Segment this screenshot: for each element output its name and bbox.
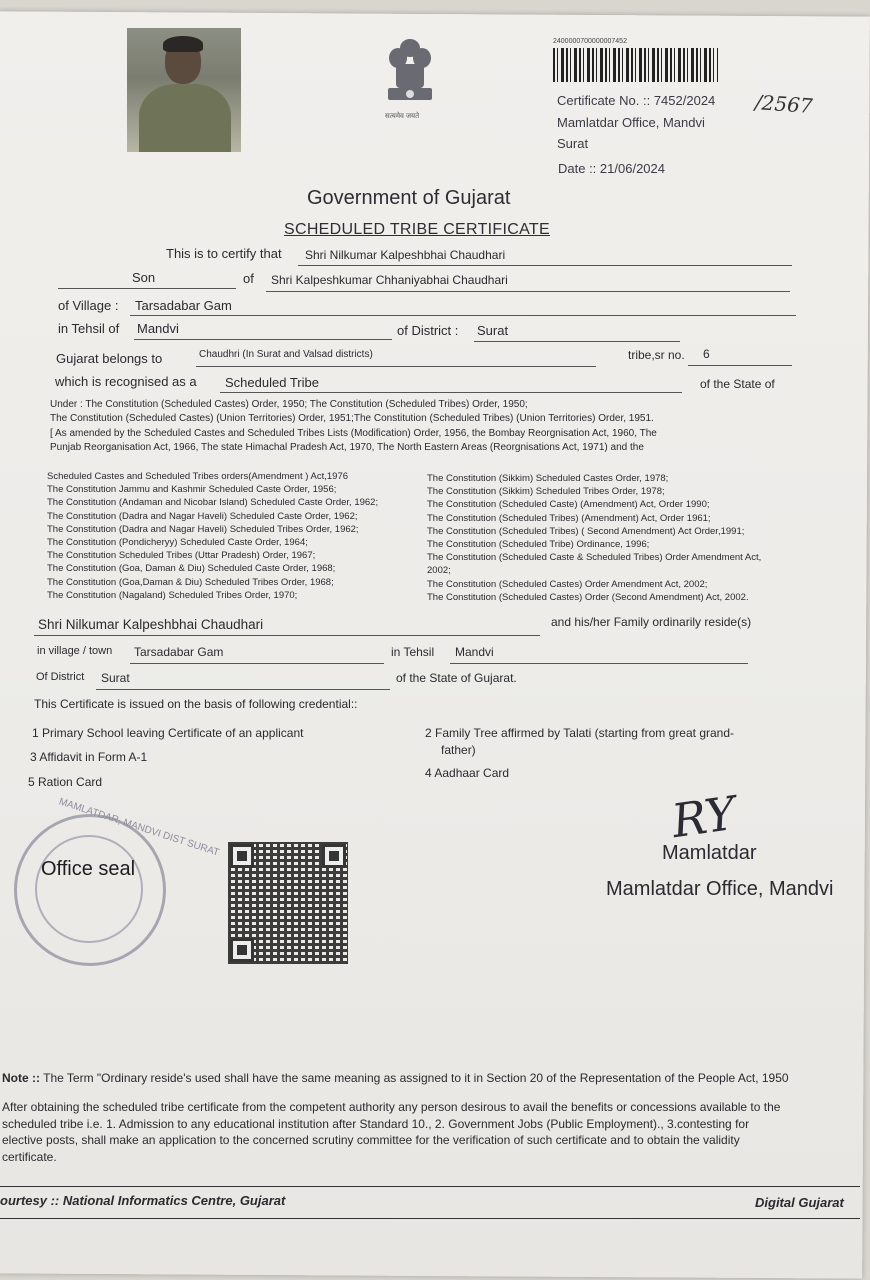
handwritten-number: /2567 xyxy=(754,90,814,118)
credential-heading: This Certificate is issued on the basis of following credential:: xyxy=(34,697,358,711)
recognised-label: which is recognised as a xyxy=(55,374,197,389)
credential-item: 5 Ration Card xyxy=(28,775,103,789)
note-line xyxy=(2,1071,789,1085)
list-item: The Constitution (Scheduled Tribe) Ordinance, 1996; xyxy=(427,539,650,551)
list-item: The Constitution (Scheduled Castes) Order (Second Amendment) Act, 2002. xyxy=(427,591,749,603)
res-district-value: Surat xyxy=(101,671,130,685)
signatory-title: Mamlatdar xyxy=(662,842,757,864)
list-item: Scheduled Castes and Scheduled Tribes orders(Amendment ) Act,1976 xyxy=(47,471,349,482)
list-item: The Constitution Jammu and Kashmir Scheduled Caste Order, 1956; xyxy=(47,484,337,496)
ashoka-emblem-icon xyxy=(378,34,442,124)
signature-scribble: RY xyxy=(668,785,740,849)
note-label: Note :: xyxy=(2,1071,40,1085)
emblem-caption: सत्यमेव जयते xyxy=(385,113,420,120)
note-paragraph: After obtaining the scheduled tribe certificate from the competent authority any person desirous to avail the benefits or concessions available to the scheduled tribe i.e. 1. Admission to any educational institution after Standard 10., 2. Government Jobs (Public Employment)., 3.contesting for elective posts, shall make an application to the concerned scrutiny committee for the verification of such certificate and to obtain the validity certificate. xyxy=(2,1100,781,1164)
list-item: The Constitution (Nagaland) Scheduled Tribes Order, 1970; xyxy=(47,589,298,601)
father-name: Shri Kalpeshkumar Chhaniyabhai Chaudhari xyxy=(271,273,508,287)
family-label: and his/her Family ordinarily reside(s) xyxy=(551,615,752,629)
relation-label: Son xyxy=(132,270,156,285)
res-village-value: Tarsadabar Gam xyxy=(134,645,224,659)
applicant-name: Shri Nilkumar Kalpeshbhai Chaudhari xyxy=(305,248,506,262)
signatory-office: Mamlatdar Office, Mandvi xyxy=(606,878,834,900)
note-text: The Term "Ordinary reside's used shall have the same meaning as assigned to it in Section 20 of the Representation of the People Act, 1950 xyxy=(43,1071,789,1085)
tribe-sr-value: 6 xyxy=(703,347,710,361)
office-line: Mamlatdar Office, Mandvi xyxy=(557,115,705,130)
village-value: Tarsadabar Gam xyxy=(135,298,232,313)
list-item: The Constitution (Scheduled Caste) (Amendment) Act, Order 1990; xyxy=(427,499,710,511)
village-label: of Village : xyxy=(58,298,119,313)
city-line: Surat xyxy=(557,136,589,151)
list-item: The Constitution (Dadra and Nagar Haveli) Scheduled Caste Order, 1962; xyxy=(47,510,358,522)
certificate-number-label: Certificate No. :: xyxy=(557,93,651,108)
list-item: The Constitution (Goa,Daman & Diu) Scheduled Tribes Order, 1968; xyxy=(47,576,334,588)
orders-left-list xyxy=(47,470,378,602)
residence-name: Shri Nilkumar Kalpeshbhai Chaudhari xyxy=(38,617,264,632)
under-text: Under : The Constitution (Scheduled Castes) Order, 1950; The Constitution (Scheduled Tribes) Order, 1950; The Constitution (Scheduled Castes) (Union Territories) Order, 1951;The Constitution (Scheduled Tribes) (Union Territories) Order, 1951. [ As amended by the Scheduled Castes and Scheduled Tribes Lists (Modification) Order, 1956, the Bombay Reorgnisation Act, 1960, The Punjab Reorganisation Act, 1966, The state Himachal Pradesh Act, 1970, The North Eastern Areas (Reorgnisations Act, 1971) and the xyxy=(50,399,657,454)
district-value: Surat xyxy=(477,323,509,338)
tehsil-value: Mandvi xyxy=(137,321,179,336)
date-label: Date :: xyxy=(558,161,597,176)
credential-item: 4 Aadhaar Card xyxy=(425,766,510,780)
list-item: The Constitution (Scheduled Tribes) ( Second Amendment) Act Order,1991; xyxy=(427,525,745,537)
res-state-label: of the State of Gujarat. xyxy=(396,671,517,685)
recognised-value: Scheduled Tribe xyxy=(225,375,319,390)
date-value: 21/06/2024 xyxy=(599,161,665,176)
office-seal-label: Office seal xyxy=(41,858,136,880)
barcode xyxy=(553,48,718,82)
page-title: Government of Gujarat xyxy=(307,187,511,209)
barcode-number: 2400000700000007452 xyxy=(553,38,627,45)
of-label: of xyxy=(243,271,254,286)
certificate-number-line xyxy=(557,93,715,108)
seal-ring-text: MAMLATDAR, MANDVI DIST SURAT xyxy=(57,796,221,859)
list-item: The Constitution (Sikkim) Scheduled Tribes Order, 1978; xyxy=(427,486,665,498)
district-label: of District : xyxy=(397,323,459,338)
tribe-sr-label: tribe,sr no. xyxy=(628,348,685,362)
credential-item: 1 Primary School leaving Certificate of an applicant xyxy=(32,726,304,740)
certificate-subtitle: SCHEDULED TRIBE CERTIFICATE xyxy=(284,221,550,238)
list-item: The Constitution (Andaman and Nicobar Island) Scheduled Caste Order, 1962; xyxy=(47,497,379,509)
res-district-label: Of District xyxy=(36,671,85,683)
list-item: The Constitution (Dadra and Nagar Haveli) Scheduled Tribes Order, 1962; xyxy=(47,523,359,535)
footer-right: Digital Gujarat xyxy=(755,1195,844,1210)
list-item: The Constitution (Scheduled Caste & Scheduled Tribes) Order Amendment Act, xyxy=(427,552,762,564)
tehsil-label: in Tehsil of xyxy=(58,321,120,336)
state-label: of the State of xyxy=(700,377,775,391)
date-line xyxy=(558,161,665,176)
credential-item: 2 Family Tree affirmed by Talati (starting from great grand- xyxy=(425,726,735,740)
office-seal-stamp xyxy=(14,814,166,966)
list-item: The Constitution (Goa, Daman & Diu) Scheduled Caste Order, 1968; xyxy=(47,563,336,575)
credential-item: father) xyxy=(441,743,476,757)
list-item: 2002; xyxy=(427,565,451,577)
tribe-value: Chaudhri (In Surat and Valsad districts) xyxy=(199,349,373,360)
list-item: The Constitution Scheduled Tribes (Uttar Pradesh) Order, 1967; xyxy=(47,550,316,562)
list-item: The Constitution (Scheduled Tribes) (Amendment) Act, Order 1961; xyxy=(427,512,711,524)
credential-item: 3 Affidavit in Form A-1 xyxy=(30,750,148,764)
list-item: The Constitution (Pondicheryy) Scheduled Caste Order, 1964; xyxy=(47,537,308,549)
certify-label: This is to certify that xyxy=(166,246,282,261)
qr-code xyxy=(228,842,348,964)
belongs-label: Gujarat belongs to xyxy=(56,351,163,366)
res-village-label: in village / town xyxy=(37,645,113,657)
footer-courtesy: ourtesy :: National Informatics Centre, Gujarat xyxy=(0,1193,286,1208)
applicant-photo xyxy=(127,28,241,152)
list-item: The Constitution (Scheduled Castes) Order Amendment Act, 2002; xyxy=(427,578,708,590)
orders-right-list xyxy=(427,472,761,604)
list-item: The Constitution (Sikkim) Scheduled Castes Order, 1978; xyxy=(427,473,669,484)
certificate-number: 7452/2024 xyxy=(653,93,716,108)
res-tehsil-label: in Tehsil xyxy=(391,645,435,659)
res-tehsil-value: Mandvi xyxy=(455,645,494,659)
